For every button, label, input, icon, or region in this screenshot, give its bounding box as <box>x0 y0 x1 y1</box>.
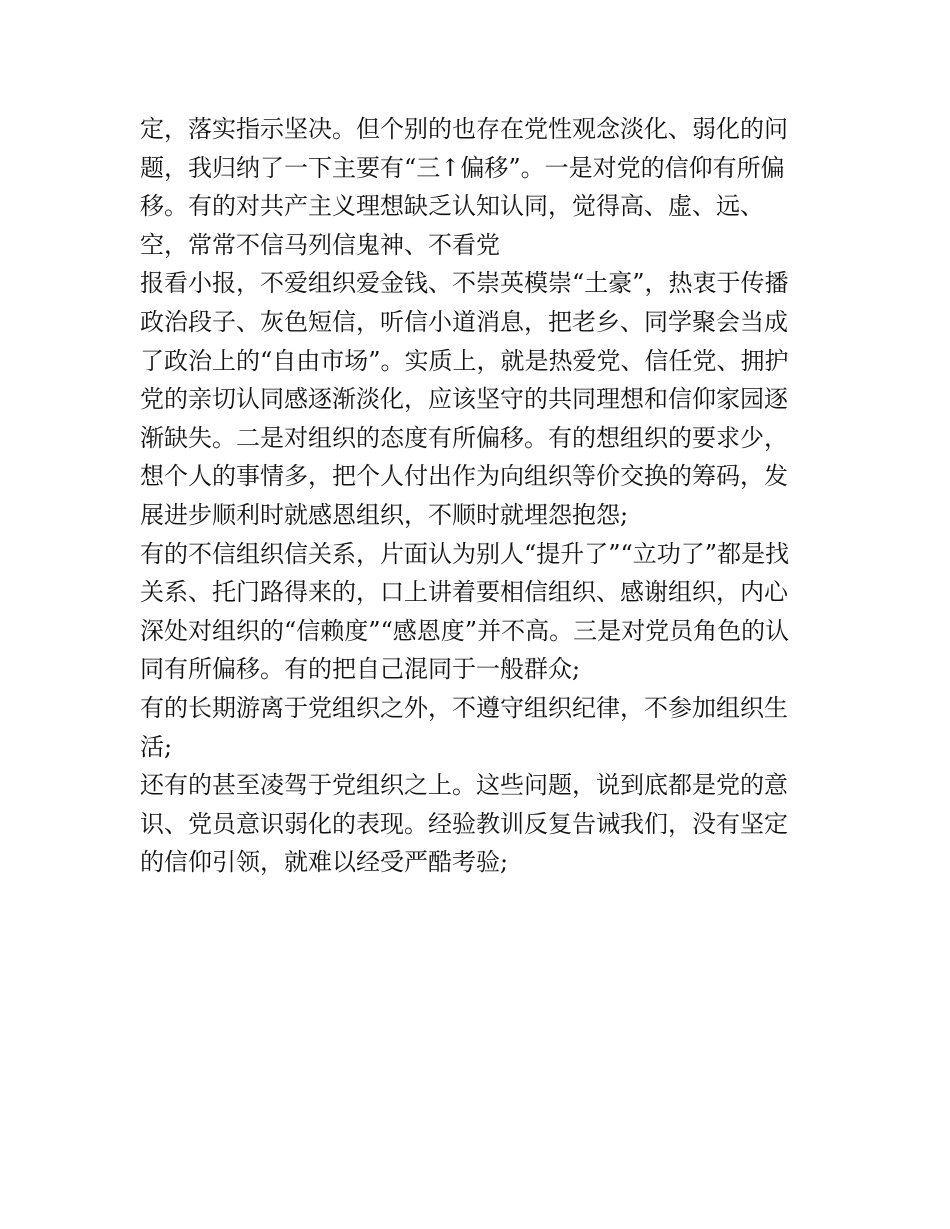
text-line: 渐缺失。二是对组织的态度有所偏移。有的想组织的要求少， <box>140 423 788 452</box>
text-line: 了政治上的“自由市场”。实质上，就是热爱党、信任党、拥护 <box>140 346 789 375</box>
text-line: 深处对组织的“信赖度”“感恩度”并不高。三是对党员角色的认 <box>140 616 790 645</box>
text-line: 同有所偏移。有的把自己混同于一般群众; <box>140 655 581 684</box>
text-line: 还有的甚至凌驾于党组织之上。这些问题，说到底都是党的意 <box>140 771 788 800</box>
text-line: 有的不信组织信关系，片面认为别人“提升了”“立功了”都是找 <box>140 539 790 568</box>
text-line: 关系、托门路得来的，口上讲着要相信组织、感谢组织，内心 <box>140 578 788 607</box>
text-line: 有的长期游离于党组织之外，不遵守组织纪律，不参加组织生 <box>140 693 788 722</box>
text-line: 移。有的对共产主义理想缺乏认知认同，觉得高、虚、远、 <box>140 192 764 221</box>
text-line: 定，落实指示坚决。但个别的也存在党性观念淡化、弱化的问 <box>140 115 788 143</box>
text-line: 想个人的事情多，把个人付出作为向组织等价交换的筹码，发 <box>140 462 788 491</box>
text-line: 政治段子、灰色短信，听信小道消息，把老乡、同学聚会当成 <box>140 307 788 336</box>
text-line: 活; <box>140 732 173 761</box>
text-line: 报看小报，不爱组织爱金钱、不崇英模崇“土豪”，热衷于传播 <box>140 269 789 298</box>
text-line: 的信仰引领，就难以经受严酷考验; <box>140 848 509 877</box>
text-line: 识、党员意识弱化的表现。经验教训反复告诫我们，没有坚定 <box>140 809 788 838</box>
document-body <box>140 110 820 882</box>
text-line: 展进步顺利时就感恩组织，不顺时就埋怨抱怨; <box>140 500 629 529</box>
text-line: 题，我归纳了一下主要有“三↑偏移”。一是对党的信仰有所偏 <box>140 153 785 182</box>
text-line: 空，常常不信马列信鬼神、不看党 <box>140 230 500 259</box>
text-line: 党的亲切认同感逐渐淡化，应该坚守的共同理想和信仰家园逐 <box>140 385 788 414</box>
